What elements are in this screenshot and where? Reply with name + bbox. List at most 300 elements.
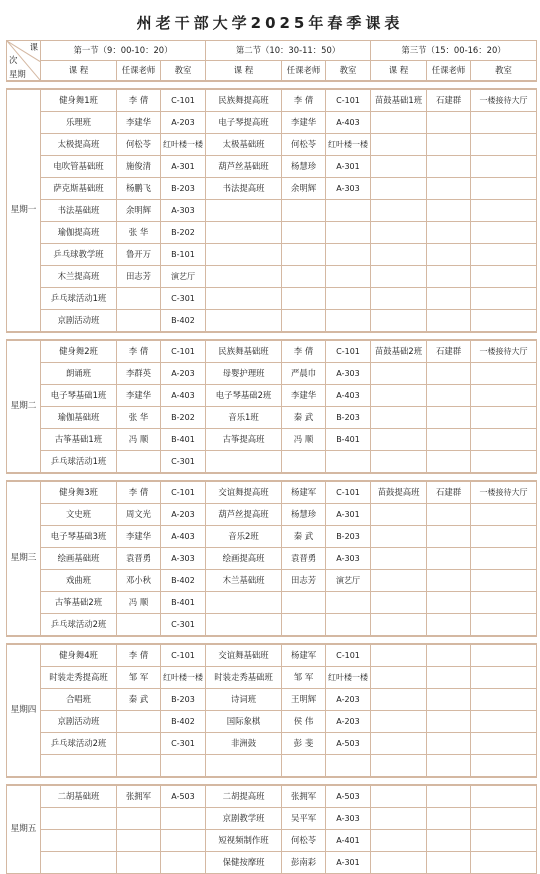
table-row [7,614,537,637]
table-row [7,526,537,548]
room-cell: B-203 [161,178,206,200]
teacher-cell: 李建华 [117,112,161,134]
teacher-cell [427,570,471,592]
col-header-room: 教室 [161,61,206,82]
course-cell: 电子琴提高班 [206,112,282,134]
course-cell [206,200,282,222]
teacher-cell: 石建群 [427,340,471,363]
course-cell [41,808,117,830]
table-row [7,112,537,134]
teacher-cell [427,614,471,637]
room-cell [471,755,537,778]
col-header-course: 课 程 [206,61,282,82]
room-cell [326,614,371,637]
course-cell: 诗词班 [206,689,282,711]
room-cell [161,852,206,874]
room-cell: C-101 [326,644,371,667]
room-cell: 演艺厅 [326,570,371,592]
course-cell [371,429,427,451]
room-cell [471,592,537,614]
course-cell: 葫芦丝基础班 [206,156,282,178]
room-cell: A-503 [326,733,371,755]
table-row [7,288,537,310]
teacher-cell: 李 倩 [282,89,326,112]
teacher-cell: 吴平军 [282,808,326,830]
col-header-teacher: 任课老师 [117,61,161,82]
course-cell: 乒乓球教学班 [41,244,117,266]
course-cell [371,785,427,808]
room-cell: B-203 [326,407,371,429]
course-cell [206,614,282,637]
teacher-cell: 侯 伟 [282,711,326,733]
table-row [7,385,537,407]
corner-label-top: 课 [29,42,38,52]
table-row [7,407,537,429]
course-cell [371,755,427,778]
room-cell: B-402 [161,711,206,733]
table-row [7,178,537,200]
teacher-cell: 田志芳 [117,266,161,288]
teacher-cell [427,592,471,614]
course-cell [371,112,427,134]
course-cell [206,755,282,778]
course-cell: 乐理班 [41,112,117,134]
room-cell [471,667,537,689]
teacher-cell: 余明辉 [117,200,161,222]
day-label: 星期三 [7,481,41,636]
col-header-teacher: 任课老师 [427,61,471,82]
teacher-cell: 李建华 [282,112,326,134]
teacher-cell: 张拥军 [117,785,161,808]
room-cell: 一楼接待大厅 [471,340,537,363]
teacher-cell: 秦 武 [282,526,326,548]
course-cell: 古筝基础2班 [41,592,117,614]
separator-cell [7,81,537,89]
course-cell [371,592,427,614]
separator-cell [7,777,537,785]
schedule-table [6,40,537,874]
course-cell [206,288,282,310]
teacher-cell: 杨建军 [282,481,326,504]
table-row [7,363,537,385]
teacher-cell [427,733,471,755]
course-cell [371,200,427,222]
room-cell: 红叶楼一楼 [326,134,371,156]
room-cell: 红叶楼一楼 [161,134,206,156]
teacher-cell: 严晨巾 [282,363,326,385]
room-cell [471,733,537,755]
session-header-1: 第一节（9：00-10：20） [41,41,206,61]
teacher-cell [117,310,161,333]
teacher-cell [282,244,326,266]
teacher-cell: 张拥军 [282,785,326,808]
teacher-cell: 李 倩 [117,340,161,363]
course-cell [206,244,282,266]
course-cell [371,222,427,244]
teacher-cell [427,689,471,711]
room-cell: B-202 [161,222,206,244]
room-cell [471,785,537,808]
room-cell: A-301 [326,852,371,874]
course-cell [371,733,427,755]
teacher-cell: 王明辉 [282,689,326,711]
course-cell [371,526,427,548]
table-row [7,667,537,689]
table-row [7,429,537,451]
room-cell [471,526,537,548]
course-cell: 电子琴基础1班 [41,385,117,407]
teacher-cell [427,711,471,733]
teacher-cell: 何松苓 [282,830,326,852]
teacher-cell: 李建华 [117,385,161,407]
course-cell [371,667,427,689]
room-cell: B-202 [161,407,206,429]
teacher-cell [282,755,326,778]
teacher-cell [117,830,161,852]
table-row [7,89,537,112]
room-cell: A-403 [161,526,206,548]
table-row [7,755,537,778]
room-cell: A-203 [161,504,206,526]
teacher-cell: 彭南彩 [282,852,326,874]
teacher-cell: 邹 军 [282,667,326,689]
room-cell [471,451,537,474]
room-cell [161,830,206,852]
room-cell [326,310,371,333]
table-row [7,644,537,667]
course-cell: 京剧教学班 [206,808,282,830]
room-cell [471,156,537,178]
teacher-cell: 田志芳 [282,570,326,592]
room-cell: C-101 [326,481,371,504]
teacher-cell [427,134,471,156]
corner-label-bottom: 星期 [9,69,26,79]
table-row [7,689,537,711]
corner-label-mid: 次 [9,55,18,65]
teacher-cell: 李 倩 [117,644,161,667]
course-cell: 短视频制作班 [206,830,282,852]
course-cell [371,244,427,266]
course-cell: 戏曲班 [41,570,117,592]
table-row [7,222,537,244]
room-cell: A-203 [161,112,206,134]
teacher-cell: 李群英 [117,363,161,385]
table-row [7,733,537,755]
room-cell [471,134,537,156]
room-cell: A-203 [326,711,371,733]
room-cell [161,808,206,830]
day-separator [7,81,537,89]
day-separator [7,636,537,644]
teacher-cell: 冯 顺 [117,429,161,451]
course-cell [206,222,282,244]
course-cell [371,385,427,407]
teacher-cell [427,504,471,526]
table-row [7,481,537,504]
course-cell [371,548,427,570]
room-cell: B-401 [326,429,371,451]
room-cell: C-101 [161,644,206,667]
course-cell: 绘画基础班 [41,548,117,570]
teacher-cell [427,852,471,874]
teacher-cell: 袁晋勇 [117,548,161,570]
teacher-cell [427,363,471,385]
page-title: 州老干部大学2025年春季课表 [136,14,404,32]
room-cell: A-301 [326,156,371,178]
teacher-cell [282,266,326,288]
course-cell: 健身舞4班 [41,644,117,667]
course-cell [371,852,427,874]
room-cell: B-402 [161,310,206,333]
room-cell [471,570,537,592]
room-cell [471,504,537,526]
course-cell [371,711,427,733]
course-cell: 健身舞1班 [41,89,117,112]
room-cell: A-303 [161,200,206,222]
room-cell: A-303 [326,363,371,385]
teacher-cell: 冯 顺 [117,592,161,614]
teacher-cell [282,222,326,244]
course-cell: 时装走秀基础班 [206,667,282,689]
teacher-cell: 邹 军 [117,667,161,689]
day-label: 星期五 [7,785,41,874]
course-cell: 国际象棋 [206,711,282,733]
room-cell: B-203 [161,689,206,711]
course-cell: 瑜伽基础班 [41,407,117,429]
room-cell: B-203 [326,526,371,548]
course-cell: 乒乓球活动1班 [41,288,117,310]
room-cell [326,200,371,222]
table-row [7,711,537,733]
teacher-cell: 彭 斐 [282,733,326,755]
teacher-cell: 冯 顺 [282,429,326,451]
teacher-cell [117,808,161,830]
course-cell: 瑜伽提高班 [41,222,117,244]
teacher-cell: 秦 武 [282,407,326,429]
day-separator [7,473,537,481]
day-label: 星期二 [7,340,41,473]
course-cell [371,156,427,178]
course-cell [371,407,427,429]
room-cell: A-403 [326,112,371,134]
separator-cell [7,636,537,644]
table-row [7,830,537,852]
course-cell [371,830,427,852]
table-row [7,156,537,178]
room-cell [471,548,537,570]
table-row [7,340,537,363]
course-cell: 电子琴基础2班 [206,385,282,407]
table-row [7,785,537,808]
teacher-cell: 李 倩 [282,340,326,363]
room-cell: A-403 [161,385,206,407]
day-label: 星期一 [7,89,41,332]
room-cell [471,808,537,830]
course-cell: 萨克斯基础班 [41,178,117,200]
teacher-cell [282,592,326,614]
teacher-cell [427,548,471,570]
room-cell [471,407,537,429]
session-header-2: 第二节（10：30-11：50） [206,41,371,61]
course-cell: 苗鼓基础2班 [371,340,427,363]
room-cell: C-301 [161,733,206,755]
teacher-cell [427,429,471,451]
course-cell: 木兰提高班 [41,266,117,288]
teacher-cell [117,288,161,310]
room-cell [471,288,537,310]
room-cell [471,244,537,266]
course-cell: 太极提高班 [41,134,117,156]
course-cell [371,451,427,474]
room-cell [471,310,537,333]
corner-header [7,41,41,82]
col-header-room: 教室 [471,61,537,82]
course-cell: 古筝基础1班 [41,429,117,451]
course-cell: 交谊舞提高班 [206,481,282,504]
teacher-cell [427,156,471,178]
room-cell: A-503 [161,785,206,808]
teacher-cell: 杨慧珍 [282,156,326,178]
teacher-cell [427,244,471,266]
teacher-cell [282,451,326,474]
teacher-cell [282,614,326,637]
room-cell [471,852,537,874]
course-cell [41,830,117,852]
room-cell: C-101 [326,340,371,363]
teacher-cell [427,644,471,667]
course-cell: 民族舞提高班 [206,89,282,112]
course-cell [371,310,427,333]
teacher-cell: 秦 武 [117,689,161,711]
room-cell: 一楼接待大厅 [471,89,537,112]
course-cell: 非洲鼓 [206,733,282,755]
course-cell: 文史班 [41,504,117,526]
course-cell [371,288,427,310]
room-cell [326,288,371,310]
teacher-cell [282,288,326,310]
room-cell: C-301 [161,451,206,474]
course-cell: 音乐1班 [206,407,282,429]
room-cell: A-203 [326,689,371,711]
course-cell: 古筝提高班 [206,429,282,451]
course-cell [371,134,427,156]
teacher-cell [117,755,161,778]
course-cell: 太极基础班 [206,134,282,156]
room-cell: C-101 [326,89,371,112]
course-cell [371,644,427,667]
course-cell [206,310,282,333]
room-cell [471,222,537,244]
room-cell [471,385,537,407]
course-cell [206,266,282,288]
teacher-cell [427,755,471,778]
room-cell: A-301 [326,504,371,526]
teacher-cell [117,614,161,637]
separator-cell [7,332,537,340]
course-cell [371,266,427,288]
course-cell: 电子琴基础3班 [41,526,117,548]
teacher-cell [117,733,161,755]
room-cell: C-301 [161,288,206,310]
course-cell: 京剧活动班 [41,310,117,333]
table-row [7,451,537,474]
room-cell [326,266,371,288]
course-cell: 乒乓球活动2班 [41,614,117,637]
table-row [7,592,537,614]
course-cell [371,178,427,200]
separator-cell [7,473,537,481]
table-row [7,548,537,570]
course-cell [206,592,282,614]
table-row [7,852,537,874]
room-cell: C-301 [161,614,206,637]
room-cell: 红叶楼一楼 [326,667,371,689]
teacher-cell [427,200,471,222]
col-header-course: 课 程 [41,61,117,82]
course-cell: 音乐2班 [206,526,282,548]
teacher-cell: 周文光 [117,504,161,526]
teacher-cell: 张 华 [117,407,161,429]
teacher-cell [117,852,161,874]
col-header-course: 课 程 [371,61,427,82]
teacher-cell: 鲁开万 [117,244,161,266]
room-cell: A-303 [326,548,371,570]
room-cell: B-402 [161,570,206,592]
room-cell: A-303 [326,178,371,200]
course-cell: 二胡基础班 [41,785,117,808]
day-separator [7,332,537,340]
room-cell [471,644,537,667]
room-cell: A-303 [161,548,206,570]
course-cell [41,852,117,874]
teacher-cell: 余明辉 [282,178,326,200]
teacher-cell: 石建群 [427,89,471,112]
room-cell [326,244,371,266]
room-cell: B-101 [161,244,206,266]
course-cell [41,755,117,778]
teacher-cell: 邓小秋 [117,570,161,592]
room-cell: A-301 [161,156,206,178]
table-row [7,570,537,592]
teacher-cell: 杨建军 [282,644,326,667]
teacher-cell: 施俊清 [117,156,161,178]
room-cell [326,451,371,474]
room-cell: 一楼接待大厅 [471,481,537,504]
course-cell: 民族舞基础班 [206,340,282,363]
course-cell [371,570,427,592]
table-row [7,310,537,333]
teacher-cell [427,266,471,288]
table-row [7,808,537,830]
room-cell [471,112,537,134]
course-cell: 交谊舞基础班 [206,644,282,667]
teacher-cell: 李建华 [282,385,326,407]
room-cell: C-101 [161,481,206,504]
room-cell: A-203 [161,363,206,385]
course-cell: 保健按摩班 [206,852,282,874]
col-header-teacher: 任课老师 [282,61,326,82]
teacher-cell: 张 华 [117,222,161,244]
teacher-cell [282,200,326,222]
room-cell: A-401 [326,830,371,852]
course-cell: 健身舞3班 [41,481,117,504]
room-cell [326,755,371,778]
teacher-cell [427,310,471,333]
room-cell: A-503 [326,785,371,808]
course-cell: 京剧活动班 [41,711,117,733]
room-cell [326,592,371,614]
room-cell: A-403 [326,385,371,407]
